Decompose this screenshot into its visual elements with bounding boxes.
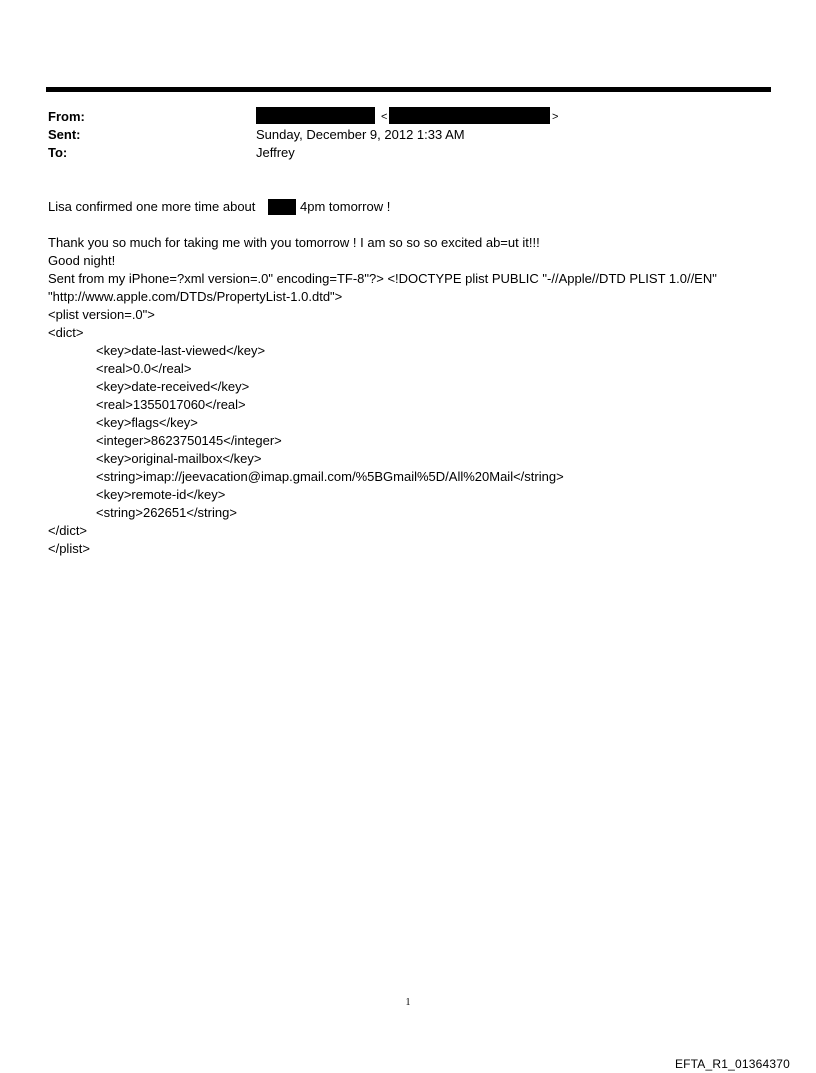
from-label: From:: [48, 109, 85, 124]
body-line-1-start: Lisa confirmed one more time about: [48, 199, 256, 214]
closing-line: </plist>: [48, 541, 90, 556]
body-line: "http://www.apple.com/DTDs/PropertyList-1.0.dtd">: [48, 289, 343, 304]
body-line: Sent from my iPhone=?xml version=.0" encoding=TF-8"?> <!DOCTYPE plist PUBLIC "-//Apple//DTD PLIST 1.0//EN": [48, 271, 717, 286]
redacted-sender-email: [389, 107, 550, 124]
header-rule: [46, 87, 771, 92]
body-line-1-end: 4pm tomorrow !: [300, 199, 391, 214]
dict-line: <integer>8623750145</integer>: [96, 433, 282, 448]
body-line: Good night!: [48, 253, 116, 268]
sent-label: Sent:: [48, 127, 81, 142]
to-value: Jeffrey: [256, 145, 295, 160]
dict-line: <string>imap://jeevacation@imap.gmail.com/%5BGmail%5D/All%20Mail</string>: [96, 469, 564, 484]
dict-line: <key>flags</key>: [96, 415, 198, 430]
sent-value: Sunday, December 9, 2012 1:33 AM: [256, 127, 465, 142]
from-open-bracket: <: [381, 111, 388, 123]
dict-line: <key>remote-id</key>: [96, 487, 226, 502]
body-line: <plist version=.0">: [48, 307, 155, 322]
body-line: <dict>: [48, 325, 84, 340]
from-close-bracket: >: [552, 111, 559, 123]
page-number: 1: [405, 997, 411, 1008]
dict-line: <key>original-mailbox</key>: [96, 451, 262, 466]
to-label: To:: [48, 145, 68, 160]
dict-line: <key>date-last-viewed</key>: [96, 343, 266, 358]
closing-line: </dict>: [48, 523, 88, 538]
document-id: EFTA_R1_01364370: [674, 1057, 790, 1071]
dict-line: <real>1355017060</real>: [96, 397, 246, 412]
dict-line: <key>date-received</key>: [96, 379, 250, 394]
redacted-body-word: [268, 199, 296, 215]
dict-line: <real>0.0</real>: [96, 361, 192, 376]
dict-line: <string>262651</string>: [96, 505, 237, 520]
body-line: Thank you so much for taking me with you tomorrow ! I am so so so excited ab=ut it!!!: [48, 235, 540, 250]
redacted-sender-name: [256, 107, 375, 124]
